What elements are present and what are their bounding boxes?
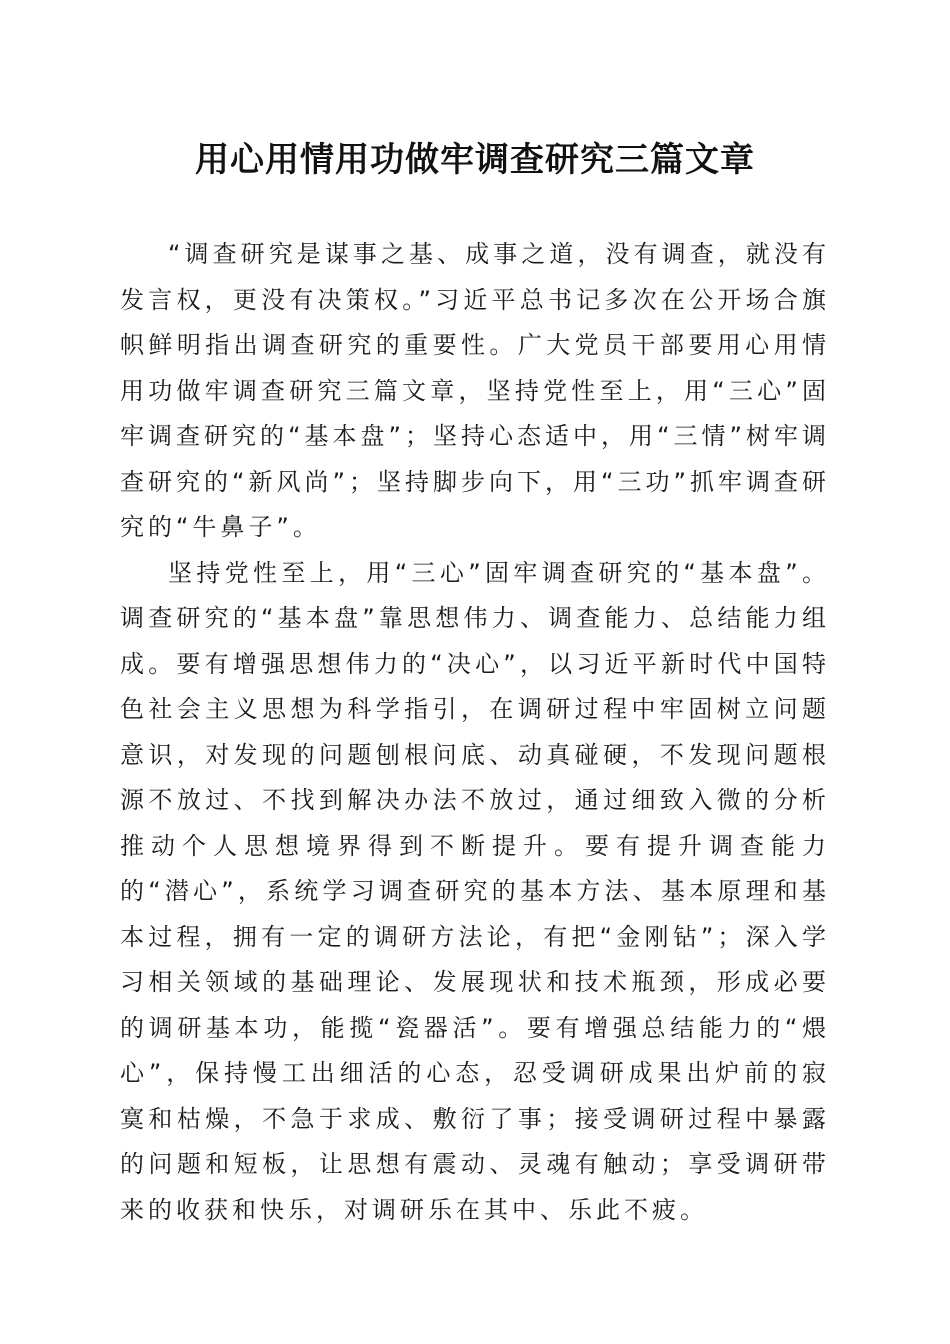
document-title: 用心用情用功做牢调查研究三篇文章 (195, 140, 755, 180)
document-body (120, 232, 830, 1233)
paragraph-section-one: 坚持党性至上，用“三心”固牢调查研究的“基本盘”。调查研究的“基本盘”靠思想伟力、调查能力、总结能力组成。要有增强思想伟力的“决心”，以习近平新时代中国特色社会主义思想为科学指引，在调研过程中牢固树立问题意识，对发现的问题刨根问底、动真碰硬，不发现问题根源不放过、不找到解决办法不放过，通过细致入微的分析推动个人思想境界得到不断提升。要有提升调查能力的“潜心”，系统学习调查研究的基本方法、基本原理和基本过程，拥有一定的调研方法论，有把“金刚钻”；深入学习相关领域的基础理论、发展现状和技术瓶颈，形成必要的调研基本功，能揽“瓷器活”。要有增强总结能力的“煨心”，保持慢工出细活的心态，忍受调研成果出炉前的寂寞和枯燥，不急于求成、敷衍了事；接受调研过程中暴露的问题和短板，让思想有震动、灵魂有触动；享受调研带来的收获和快乐，对调研乐在其中、乐此不疲。 (120, 558, 830, 1224)
paragraph-intro: “调查研究是谋事之基、成事之道，没有调查，就没有发言权，更没有决策权。”习近平总书记多次在公开场合旗帜鲜明指出调查研究的重要性。广大党员干部要用心用情用功做牢调查研究三篇文章，坚持党性至上，用“三心”固牢调查研究的“基本盘”；坚持心态适中，用“三情”树牢调查研究的“新风尚”；坚持脚步向下，用“三功”抓牢调查研究的“牛鼻子”。 (120, 240, 830, 541)
